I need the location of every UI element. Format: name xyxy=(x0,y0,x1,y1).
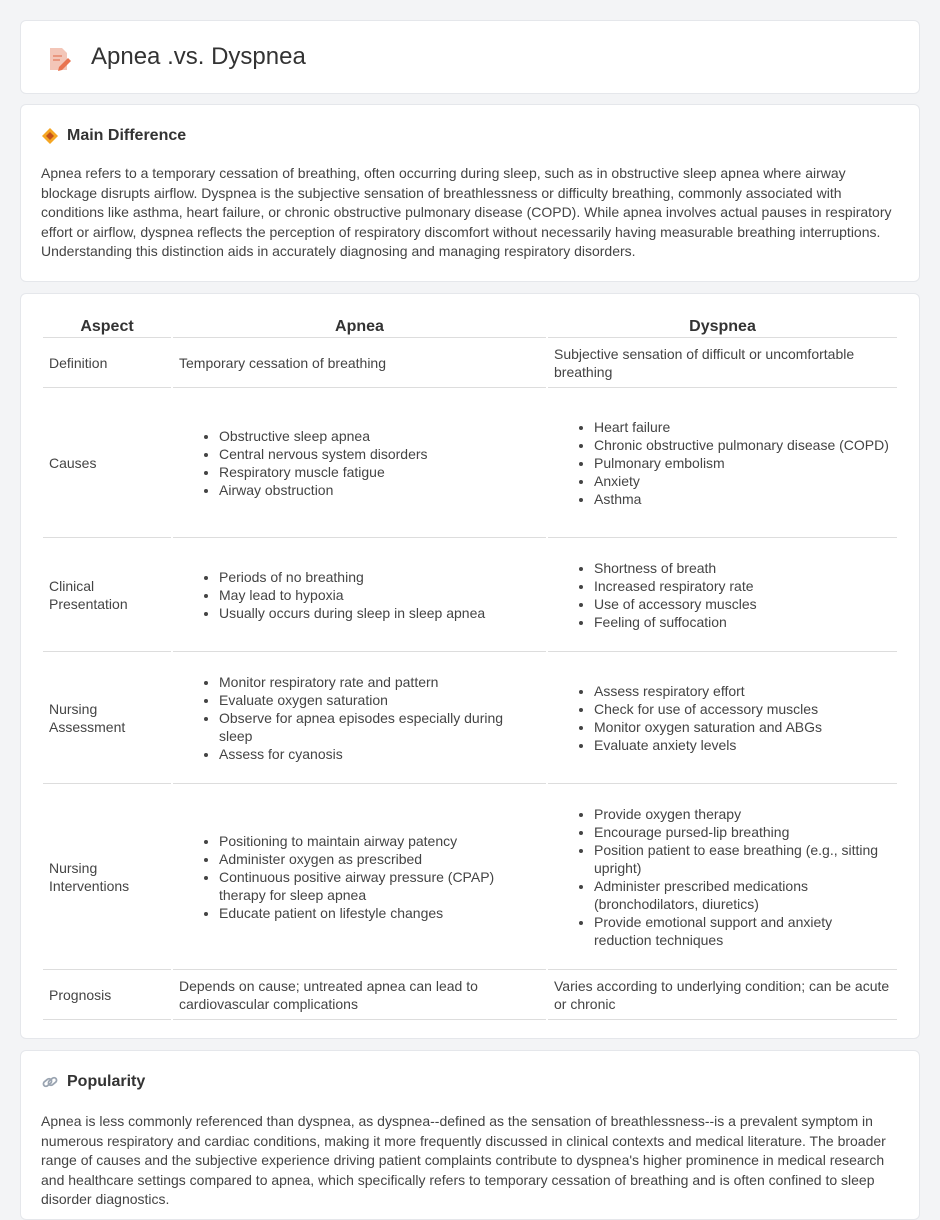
apnea-list xyxy=(179,568,540,622)
table-row xyxy=(43,970,897,1020)
header-aspect: Aspect xyxy=(43,314,171,338)
dyspnea-cell: Subjective sensation of difficult or uncomfortable breathing xyxy=(548,338,897,388)
row-aspect: Clinical Presentation xyxy=(43,538,171,652)
list-item: • Administer oxygen as prescribed xyxy=(219,850,540,868)
list-item: • Use of accessory muscles xyxy=(594,595,891,613)
popularity-text: Apnea is less commonly referenced than dyspnea, as dyspnea--defined as the sensation of breathlessness--is a prevalent symptom in numerous respiratory and cardiac conditions, making it more frequently discussed in clinical contexts and medical literature. The broader range of causes and the subjective experience driving patient complaints contribute to dyspnea's higher prominence in medical research and healthcare settings compared to apnea, which specifically refers to temporary cessation of breathing and is often confined to sleep disorder diagnostics. xyxy=(41,1113,886,1207)
table-row xyxy=(43,538,897,652)
main-difference-heading xyxy=(41,127,186,145)
diamond-icon xyxy=(41,127,59,145)
list-item: • Administer prescribed medications (bronchodilators, diuretics) xyxy=(594,877,891,913)
list-item: • Evaluate oxygen saturation xyxy=(219,691,540,709)
list-item: • May lead to hypoxia xyxy=(219,586,540,604)
apnea-cell: Depends on cause; untreated apnea can lead to cardiovascular complications xyxy=(173,970,546,1020)
dyspnea-cell xyxy=(548,538,897,652)
row-aspect: Causes xyxy=(43,388,171,538)
dyspnea-list xyxy=(554,418,891,508)
list-item: • Educate patient on lifestyle changes xyxy=(219,904,540,922)
apnea-list xyxy=(179,832,540,922)
list-item: • Usually occurs during sleep in sleep apnea xyxy=(219,604,540,622)
row-aspect: Definition xyxy=(43,338,171,388)
row-aspect: Prognosis xyxy=(43,970,171,1020)
list-item: • Feeling of suffocation xyxy=(594,613,891,631)
dyspnea-cell xyxy=(548,784,897,970)
list-item: • Continuous positive airway pressure (CPAP) therapy for sleep apnea xyxy=(219,868,540,904)
document-pencil-icon xyxy=(47,46,71,72)
apnea-cell xyxy=(173,538,546,652)
dyspnea-cell xyxy=(548,388,897,538)
list-item: • Encourage pursed-lip breathing xyxy=(594,823,891,841)
header-card xyxy=(20,20,920,94)
list-item: • Monitor oxygen saturation and ABGs xyxy=(594,718,891,736)
table-row xyxy=(43,784,897,970)
list-item: • Heart failure xyxy=(594,418,891,436)
apnea-cell xyxy=(173,388,546,538)
dyspnea-list xyxy=(554,559,891,631)
apnea-cell: Temporary cessation of breathing xyxy=(173,338,546,388)
list-item: • Pulmonary embolism xyxy=(594,454,891,472)
header-dyspnea: Dyspnea xyxy=(548,314,897,338)
apnea-list xyxy=(179,673,540,763)
row-aspect: Nursing Assessment xyxy=(43,652,171,784)
list-item: • Assess respiratory effort xyxy=(594,682,891,700)
dyspnea-list xyxy=(554,805,891,949)
list-item: • Provide oxygen therapy xyxy=(594,805,891,823)
list-item: • Obstructive sleep apnea xyxy=(219,427,540,445)
list-item: • Anxiety xyxy=(594,472,891,490)
main-difference-text: Apnea refers to a temporary cessation of breathing, often occurring during sleep, such as in obstructive sleep apnea where airway blockage disrupts airflow. Dyspnea is the subjective sensation of breathlessness or difficulty breathing, commonly associated with conditions like asthma, heart failure, or chronic obstructive pulmonary disease (COPD). While apnea involves actual pauses in respiratory effort or airflow, dyspnea reflects the perception of respiratory discomfort without necessarily having measurable breathing interruptions. Understanding this distinction aids in accurately diagnosing and managing respiratory disorders. xyxy=(41,165,892,259)
list-item: • Monitor respiratory rate and pattern xyxy=(219,673,540,691)
dyspnea-cell xyxy=(548,652,897,784)
apnea-cell xyxy=(173,784,546,970)
list-item: • Respiratory muscle fatigue xyxy=(219,463,540,481)
table-row xyxy=(43,338,897,388)
link-icon xyxy=(41,1073,59,1091)
popularity-card xyxy=(20,1050,920,1220)
list-item: • Positioning to maintain airway patency xyxy=(219,832,540,850)
list-item: • Increased respiratory rate xyxy=(594,577,891,595)
main-difference-card xyxy=(20,104,920,282)
list-item: • Provide emotional support and anxiety reduction techniques xyxy=(594,913,891,949)
apnea-list xyxy=(179,427,540,499)
list-item: • Shortness of breath xyxy=(594,559,891,577)
table-row xyxy=(43,388,897,538)
list-item: • Airway obstruction xyxy=(219,481,540,499)
popularity-heading xyxy=(41,1073,145,1091)
list-item: • Check for use of accessory muscles xyxy=(594,700,891,718)
table-row xyxy=(43,652,897,784)
dyspnea-cell: Varies according to underlying condition; can be acute or chronic xyxy=(548,970,897,1020)
dyspnea-list xyxy=(554,682,891,754)
list-item: • Central nervous system disorders xyxy=(219,445,540,463)
apnea-cell xyxy=(173,652,546,784)
list-item: • Chronic obstructive pulmonary disease (COPD) xyxy=(594,436,891,454)
main-difference-title: Main Difference xyxy=(67,127,187,144)
comparison-table xyxy=(41,314,899,1020)
list-item: • Evaluate anxiety levels xyxy=(594,736,891,754)
page-title: Apnea .vs. Dyspnea xyxy=(91,43,306,70)
list-item: • Position patient to ease breathing (e.g., sitting upright) xyxy=(594,841,891,877)
list-item: • Assess for cyanosis xyxy=(219,745,540,763)
comparison-card xyxy=(20,293,920,1039)
header-apnea: Apnea xyxy=(173,314,546,338)
list-item: • Observe for apnea episodes especially during sleep xyxy=(219,709,540,745)
popularity-title: Popularity xyxy=(67,1073,146,1090)
list-item: • Asthma xyxy=(594,490,891,508)
list-item: • Periods of no breathing xyxy=(219,568,540,586)
row-aspect: Nursing Interventions xyxy=(43,784,171,970)
